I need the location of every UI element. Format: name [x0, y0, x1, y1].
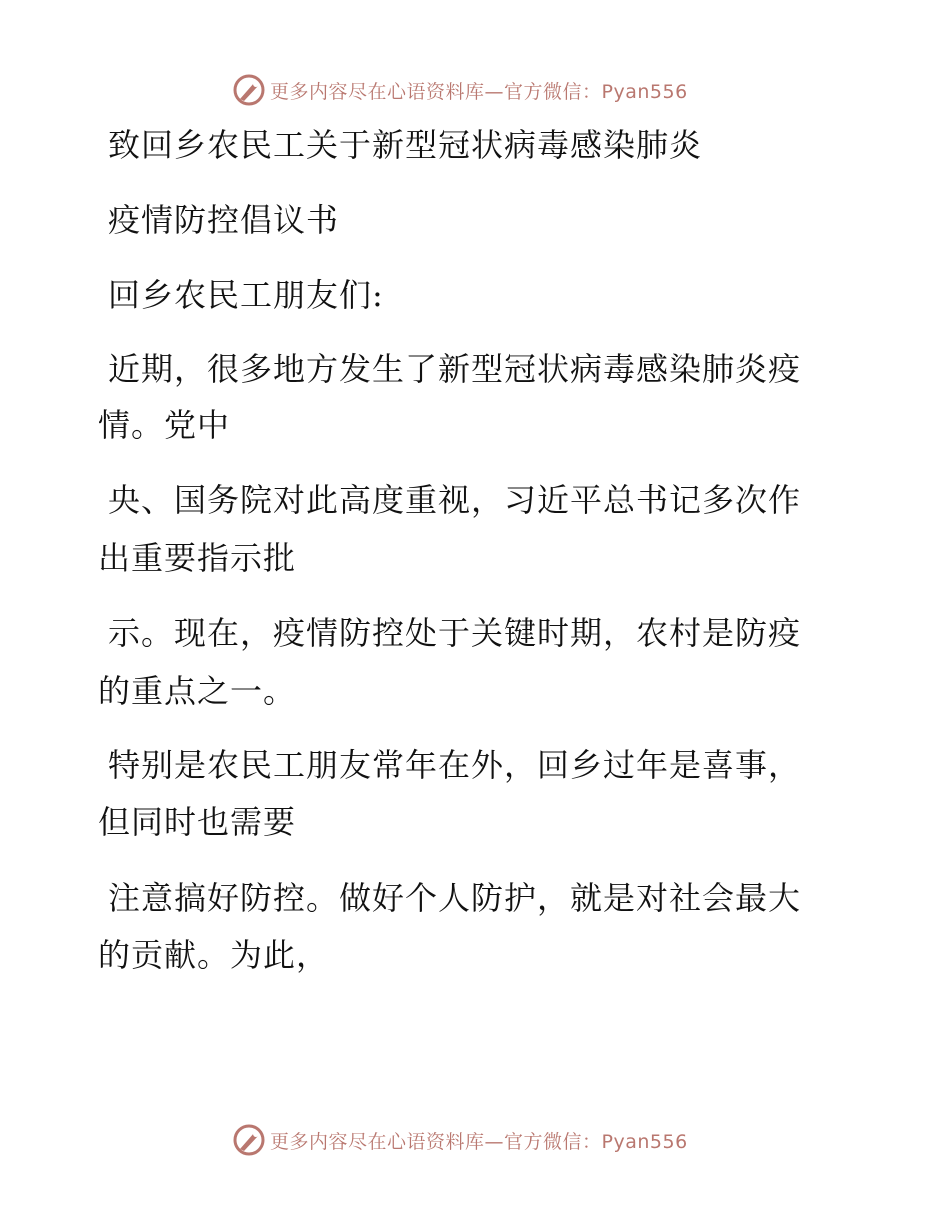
paragraph-line: 出重要指示批: [98, 539, 297, 577]
paragraph-line: 情。党中: [98, 406, 231, 444]
salutation: 回乡农民工朋友们:: [108, 276, 384, 314]
paragraph-line: 但同时也需要: [98, 803, 297, 841]
pen-circle-logo-icon: [232, 73, 266, 107]
paragraph-line: 央、国务院对此高度重视，习近平总书记多次作: [108, 481, 802, 519]
paragraph-line: 特别是农民工朋友常年在外，回乡过年是喜事，: [108, 746, 802, 784]
document-title-line-1: 致回乡农民工关于新型冠状病毒感染肺炎: [108, 126, 703, 164]
paragraph-line: 近期，很多地方发生了新型冠状病毒感染肺炎疫: [108, 350, 802, 388]
watermark-text: 更多内容尽在心语资料库—官方微信：Pyan556: [270, 1130, 688, 1153]
watermark-footer: [232, 1122, 688, 1158]
paragraph-line: 的重点之一。: [98, 672, 297, 710]
pen-circle-logo-icon: [232, 1123, 266, 1157]
watermark-header: [232, 72, 688, 108]
paragraph-line: 示。现在，疫情防控处于关键时期，农村是防疫: [108, 614, 802, 652]
paragraph-line: 的贡献。为此，: [98, 936, 330, 974]
document-title-line-2: 疫情防控倡议书: [108, 201, 340, 239]
watermark-text: 更多内容尽在心语资料库—官方微信：Pyan556: [270, 80, 688, 103]
paragraph-line: 注意搞好防控。做好个人防护，就是对社会最大: [108, 879, 802, 917]
